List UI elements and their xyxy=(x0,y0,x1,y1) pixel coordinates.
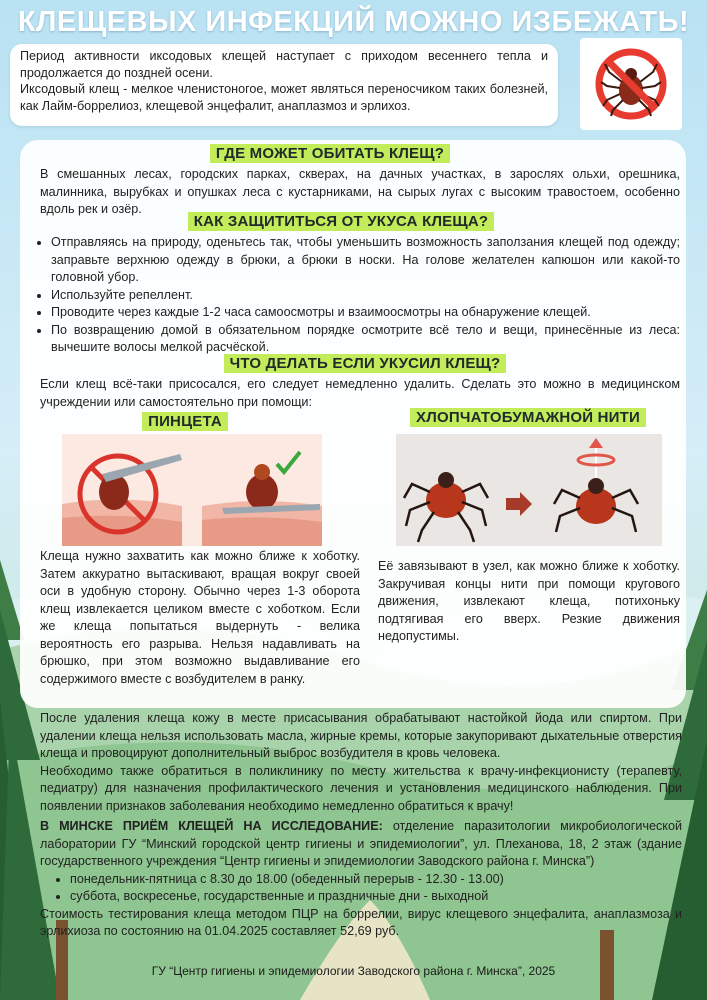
page-title: КЛЕЩЕВЫХ ИНФЕКЦИЙ МОЖНО ИЗБЕЖАТЬ! xyxy=(17,6,690,38)
intro-paragraph-1: Период активности иксодовых клещей наступает с приходом весеннего тепла и продолжается до поздней осени. xyxy=(20,49,548,80)
where-section xyxy=(40,166,680,219)
bite-text: Если клещ всё-таки присосался, его следует немедленно удалить. Сделать это можно в медицинском учреждении или самостоятельно при помощи: xyxy=(40,377,680,409)
intro-box xyxy=(10,44,558,126)
where-text: В смешанных лесах, городских парках, скверах, на дачных участках, в зарослях ольхи, орешника, малинника, вырубках и опушках леса с кустарниками, на сырых лугах с высоким травостоем, особенно вдоль рек и озёр. xyxy=(40,167,680,216)
minsk-lead: В МИНСКЕ ПРИЁМ КЛЕЩЕЙ НА ИССЛЕДОВАНИЕ: xyxy=(40,819,383,833)
intro-paragraph-2: Иксодовый клещ - мелкое членистоногое, может являться переносчиком таких болезней, как Лайм-боррелиоз, клещевой энцефалит, анаплазмоз и эрлихоз. xyxy=(20,82,548,113)
thread-text: Её завязывают в узел, как можно ближе к хоботку. Закручивая концы нити при помощи кругового движения, извлекают клеща, потихоньку подтягивая его вверх. Резкие движения недопустимы. xyxy=(378,559,680,643)
protect-list xyxy=(36,234,680,357)
tweezers-text: Клеща нужно захватить как можно ближе к хоботку. Затем аккуратно вытаскивают, вращая вокруг своей оси в удобную сторону. Обычно через 1-3 оборота клещ извлекается целиком вместе с хоботком. Если же клеща попытаться выдернуть - велика вероятность его разрыва. Нельзя надавливать на брюшко, при этом возможно выдавливание его содержимого вместе с возбудителем в ранку. xyxy=(40,549,360,686)
minsk-address: отделение паразитологии микробиологической лаборатории ГУ “Минский городской центр гигиены и эпидемиологии”, ул. Плеханова, 18, 2 этаж (здание государственного учреждения “Центр гигиены и эпидемиологии Заводского района г. Минска”) xyxy=(40,819,682,868)
list-item: • По возвращению домой в обязательном порядке осмотрите всё тело и вещи, принесённые из леса: вычешите волосы мелкой расчёской. xyxy=(51,322,680,357)
footer-text: ГУ “Центр гигиены и эпидемиологии Заводского района г. Минска”, 2025 xyxy=(151,964,556,978)
list-item: • Отправляясь на природу, оденьтесь так, чтобы уменьшить возможность заползания клещей под одежду; заправьте верхнюю одежду в брюки, а брюки в носки. На голове желателен капюшон или какой-то головной убор. xyxy=(51,234,680,287)
after-section xyxy=(40,710,682,815)
tweezers-heading: ПИНЦЕТА xyxy=(142,412,228,431)
thread-illustration xyxy=(396,434,662,546)
list-item: • суббота, воскресенье, государственные и праздничные дни - выходной xyxy=(70,888,682,906)
after-paragraph-2: Необходимо также обратиться в поликлинику по месту жительства к врачу-инфекционисту (терапевту, педиатру) для назначения профилактического лечения и установления медицинского наблюдения. При появлении признаков заболевания необходимо немедленно обратиться к врачу! xyxy=(40,763,682,813)
bite-heading: ЧТО ДЕЛАТЬ ЕСЛИ УКУСИЛ КЛЕЩ? xyxy=(224,354,507,373)
protect-heading: КАК ЗАЩИТИТЬСЯ ОТ УКУСА КЛЕЩА? xyxy=(188,212,495,231)
list-item: • Проводите через каждые 1-2 часа самоосмотры и взаимоосмотры на обнаружение клещей. xyxy=(51,304,680,322)
where-heading: ГДЕ МОЖЕТ ОБИТАТЬ КЛЕЩ? xyxy=(210,144,450,163)
protect-section xyxy=(36,234,680,357)
no-tick-icon xyxy=(580,38,682,130)
list-item: • понедельник-пятница с 8.30 до 18.00 (обеденный перерыв - 12.30 - 13.00) xyxy=(70,871,682,889)
thread-section xyxy=(378,558,680,646)
minsk-cost: Стоимость тестирования клеща методом ПЦР на боррелии, вирус клещевого энцефалита, анаплазмоза и эрлихиоза по состоянию на 01.04.2025 составляет 52,69 руб. xyxy=(40,906,682,938)
list-item: • Используйте репеллент. xyxy=(51,287,680,305)
minsk-section xyxy=(40,818,682,941)
tweezers-section xyxy=(40,548,360,688)
after-paragraph-1: После удаления клеща кожу в месте присасывания обрабатывают настойкой йода или спиртом. При удалении клеща нельзя использовать масла, жирные кремы, которые закупоривают дыхательные отверстия клеща и провоцируют дополнительный выброс возбудителя в кровь человека. xyxy=(40,711,682,760)
thread-heading: ХЛОПЧАТОБУМАЖНОЙ НИТИ xyxy=(410,408,646,427)
tweezers-illustration xyxy=(62,434,322,546)
hours-list xyxy=(40,871,682,906)
bite-section xyxy=(40,376,680,411)
